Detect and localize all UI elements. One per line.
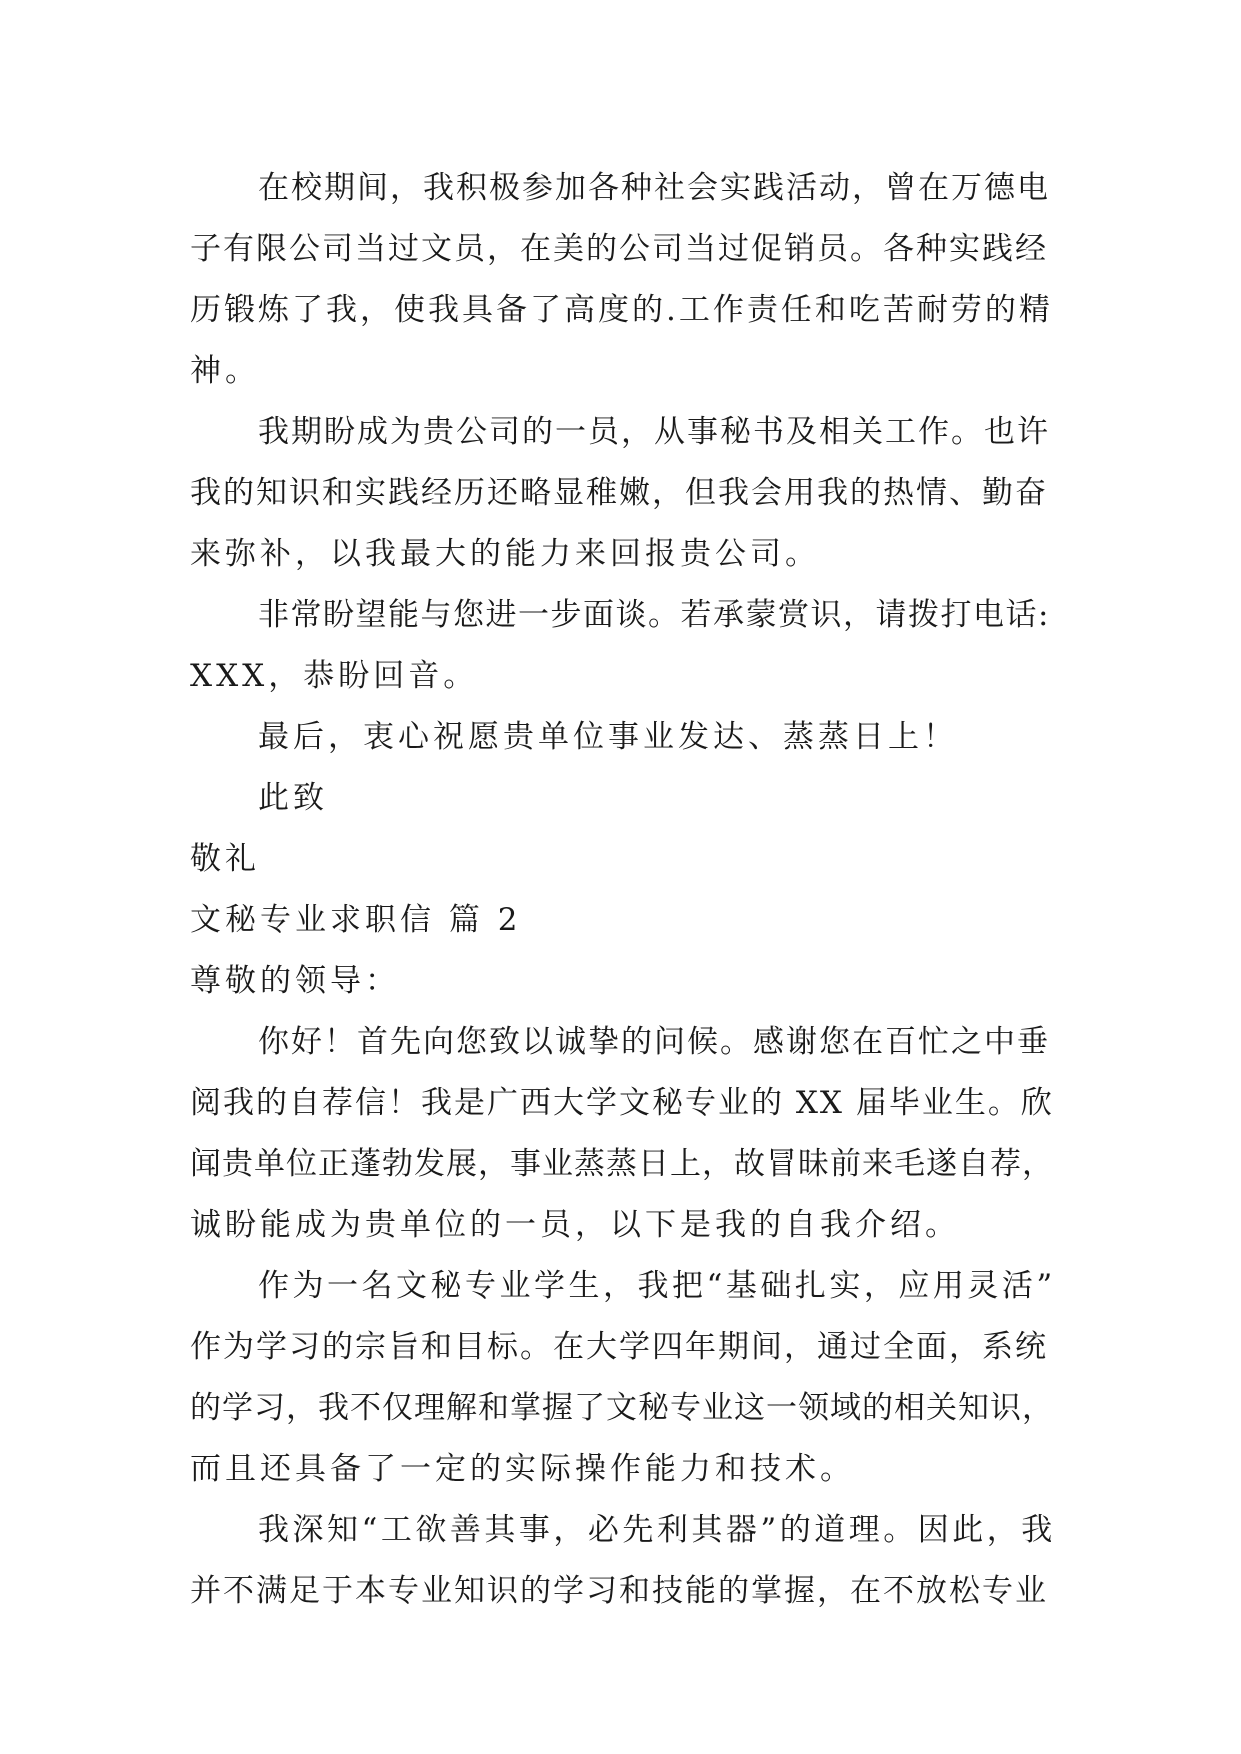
text-line: 非常盼望能与您进一步面谈。若承蒙赏识，请拨打电话: — [258, 597, 1050, 633]
text-line: 子有限公司当过文员，在美的公司当过促销员。各种实践经 — [190, 231, 1048, 267]
text-line: 历锻炼了我，使我具备了高度的.工作责任和吃苦耐劳的精 — [190, 292, 1053, 328]
letter-body — [190, 158, 1056, 1622]
text-line: XXX，恭盼回音。 — [190, 658, 479, 694]
text-line: 而且还具备了一定的实际操作能力和技术。 — [190, 1451, 855, 1487]
text-line: 我期盼成为贵公司的一员，从事秘书及相关工作。也许 — [258, 414, 1050, 450]
text-line: 你好！首先向您致以诚挚的问候。感谢您在百忙之中垂 — [258, 1024, 1050, 1060]
text-line: 来弥补，以我最大的能力来回报贵公司。 — [190, 536, 820, 572]
text-line: 此致 — [258, 780, 328, 816]
text-line: 并不满足于本专业知识的学习和技能的掌握，在不放松专业 — [190, 1573, 1048, 1609]
text-line: 文秘专业求职信 篇 2 — [190, 902, 522, 938]
text-line: 的学习，我不仅理解和掌握了文秘专业这一领域的相关知识， — [190, 1390, 1054, 1426]
text-line: 敬礼 — [190, 841, 260, 877]
text-line: 尊敬的领导： — [190, 963, 400, 999]
text-line: 作为一名文秘专业学生，我把“基础扎实，应用灵活” — [258, 1268, 1056, 1304]
text-line: 诚盼能成为贵单位的一员，以下是我的自我介绍。 — [190, 1207, 960, 1243]
text-line: 在校期间，我积极参加各种社会实践活动，曾在万德电 — [258, 170, 1050, 206]
text-line: 神。 — [190, 353, 260, 389]
text-line: 闻贵单位正蓬勃发展，事业蒸蒸日上，故冒昧前来毛遂自荐， — [190, 1146, 1054, 1182]
text-line: 我深知“工欲善其事，必先利其器”的道理。因此，我 — [258, 1512, 1056, 1548]
text-line: 最后，衷心祝愿贵单位事业发达、蒸蒸日上！ — [258, 719, 958, 755]
text-line: 作为学习的宗旨和目标。在大学四年期间，通过全面，系统 — [190, 1329, 1048, 1365]
text-line: 我的知识和实践经历还略显稚嫩，但我会用我的热情、勤奋 — [190, 475, 1048, 511]
text-line: 阅我的自荐信！我是广西大学文秘专业的 XX 届毕业生。欣 — [190, 1085, 1054, 1121]
